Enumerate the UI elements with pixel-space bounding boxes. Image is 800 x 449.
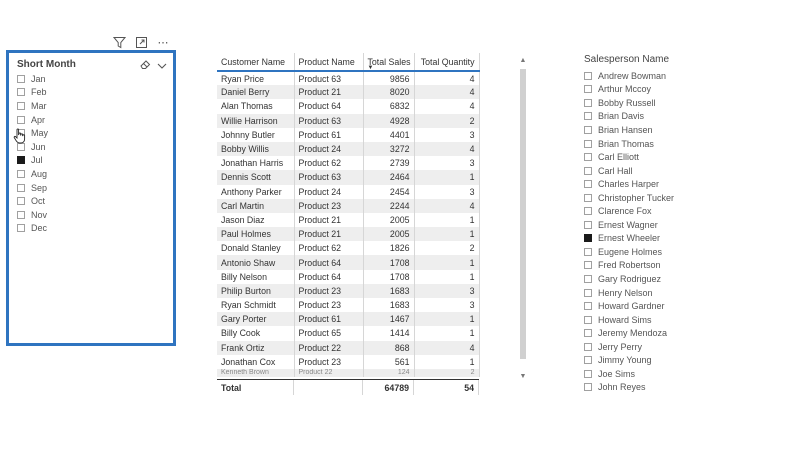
salesperson-item-label: Christopher Tucker <box>598 192 675 203</box>
cell-total-quantity: 2 <box>414 241 479 255</box>
cell-product-name: Product 23 <box>294 298 363 312</box>
salesperson-item[interactable] <box>584 299 734 313</box>
cell-customer-name: Ryan Schmidt <box>217 298 294 312</box>
salesperson-item-label: Charles Harper <box>598 179 660 190</box>
cell-product-name: Product 64 <box>294 255 363 269</box>
table-row[interactable] <box>217 213 479 227</box>
salesperson-item[interactable] <box>584 326 734 340</box>
table-row[interactable] <box>217 156 479 170</box>
salesperson-item-label: Carl Hall <box>598 165 633 176</box>
table-row[interactable] <box>217 170 479 184</box>
table-row[interactable] <box>217 369 479 377</box>
cell-product-name: Product 64 <box>294 270 363 284</box>
salesperson-item-label: Andrew Bowman <box>598 70 667 81</box>
column-header-total-sales[interactable] <box>363 53 414 71</box>
cell-product-name: Product 21 <box>294 227 363 241</box>
table-row[interactable] <box>217 355 479 369</box>
cell-product-name: Product 64 <box>294 99 363 113</box>
table-row[interactable] <box>217 71 479 85</box>
checkbox[interactable] <box>17 224 25 232</box>
month-item[interactable] <box>17 72 48 86</box>
salesperson-item-label: Ernest Wagner <box>598 219 658 230</box>
cell-customer-name: Philip Burton <box>217 284 294 298</box>
checkbox[interactable] <box>17 88 25 96</box>
salesperson-item-label: Gary Rodriguez <box>598 273 662 284</box>
cell-product-name: Product 62 <box>294 241 363 255</box>
salesperson-item[interactable] <box>584 177 734 191</box>
checkbox[interactable] <box>584 180 592 188</box>
checkbox[interactable] <box>584 261 592 269</box>
salesperson-item-label: Bobby Russell <box>598 97 656 108</box>
cell-customer-name: Jason Diaz <box>217 213 294 227</box>
checkbox[interactable] <box>584 275 592 283</box>
cell-total-sales: 6832 <box>363 99 414 113</box>
checkbox[interactable] <box>584 289 592 297</box>
checkbox[interactable] <box>584 85 592 93</box>
month-item-label: Jun <box>31 141 46 152</box>
month-list <box>17 72 48 235</box>
cell-customer-name: Dennis Scott <box>217 170 294 184</box>
salesperson-item-label: Howard Sims <box>598 314 652 325</box>
month-item-label: Jan <box>31 73 46 84</box>
salesperson-item[interactable] <box>584 204 734 218</box>
cell-customer-name: Ryan Price <box>217 71 294 85</box>
cell-customer-name: Billy Cook <box>217 326 294 340</box>
cell-total-quantity: 4 <box>414 199 479 213</box>
table-row[interactable] <box>217 227 479 241</box>
table-row[interactable] <box>217 255 479 269</box>
cell-product-name: Product 21 <box>294 85 363 99</box>
cell-customer-name: Anthony Parker <box>217 185 294 199</box>
salesperson-slicer-title: Salesperson Name <box>584 54 670 65</box>
salesperson-item[interactable] <box>584 69 734 83</box>
cell-product-name: Product 22 <box>294 341 363 355</box>
month-item[interactable] <box>17 154 48 168</box>
cell-customer-name: Antonio Shaw <box>217 255 294 269</box>
cell-total-sales: 124 <box>363 369 414 377</box>
cell-total-quantity: 4 <box>414 71 479 85</box>
salesperson-item-label: John Reyes <box>598 382 646 393</box>
cell-customer-name: Frank Ortiz <box>217 341 294 355</box>
month-item[interactable] <box>17 167 48 181</box>
scroll-down-icon[interactable]: ▼ <box>519 373 527 380</box>
cell-product-name: Product 65 <box>294 326 363 340</box>
cell-customer-name: Paul Holmes <box>217 227 294 241</box>
cell-total-quantity: 2 <box>414 114 479 128</box>
salesperson-item[interactable] <box>584 164 734 178</box>
cell-product-name: Product 23 <box>294 284 363 298</box>
checkbox[interactable] <box>584 383 592 391</box>
cell-product-name: Product 22 <box>294 369 363 377</box>
cell-product-name: Product 23 <box>294 199 363 213</box>
month-item-label: Jul <box>31 155 43 166</box>
salesperson-item-label: Ernest Wheeler <box>598 233 661 244</box>
total-product-empty <box>294 380 363 395</box>
cell-total-sales: 2244 <box>363 199 414 213</box>
cell-total-quantity: 3 <box>414 185 479 199</box>
month-item[interactable] <box>17 86 48 100</box>
column-header-customer-name[interactable]: Customer Name <box>217 53 294 71</box>
salesperson-item[interactable] <box>584 218 734 232</box>
cell-total-sales: 1414 <box>363 326 414 340</box>
cell-total-quantity: 3 <box>414 298 479 312</box>
table-row[interactable] <box>217 326 479 340</box>
checkbox[interactable] <box>17 156 25 164</box>
chevron-down-icon[interactable] <box>157 57 167 75</box>
cell-total-sales: 2005 <box>363 227 414 241</box>
cell-total-sales: 561 <box>363 355 414 369</box>
table-row[interactable] <box>217 85 479 99</box>
checkbox[interactable] <box>584 99 592 107</box>
salesperson-item-label: Eugene Holmes <box>598 246 663 257</box>
slicer-header <box>17 57 167 71</box>
cell-total-quantity: 3 <box>414 156 479 170</box>
checkbox[interactable] <box>17 211 25 219</box>
cell-customer-name: Jonathan Cox <box>217 355 294 369</box>
table-row[interactable] <box>217 185 479 199</box>
cell-customer-name: Bobby Willis <box>217 142 294 156</box>
salesperson-item[interactable] <box>584 259 734 273</box>
checkbox[interactable] <box>17 102 25 110</box>
cell-total-quantity: 1 <box>414 227 479 241</box>
checkbox[interactable] <box>584 72 592 80</box>
checkbox[interactable] <box>17 197 25 205</box>
cell-total-sales: 3272 <box>363 142 414 156</box>
table-row[interactable] <box>217 142 479 156</box>
eraser-icon[interactable] <box>139 57 151 75</box>
month-item-label: Apr <box>31 114 46 125</box>
cell-customer-name: Donald Stanley <box>217 241 294 255</box>
salesperson-item-label: Joe Sims <box>598 368 636 379</box>
month-item[interactable] <box>17 194 48 208</box>
cell-customer-name: Daniel Berry <box>217 85 294 99</box>
cell-product-name: Product 23 <box>294 355 363 369</box>
checkbox[interactable] <box>584 140 592 148</box>
checkbox[interactable] <box>584 343 592 351</box>
cell-total-quantity: 1 <box>414 326 479 340</box>
salesperson-item-label: Henry Nelson <box>598 287 653 298</box>
cell-total-sales: 1683 <box>363 284 414 298</box>
cell-product-name: Product 61 <box>294 312 363 326</box>
salesperson-item[interactable] <box>584 110 734 124</box>
visual-header <box>112 34 174 50</box>
cell-total-quantity: 1 <box>414 213 479 227</box>
month-item[interactable] <box>17 113 48 127</box>
table-row[interactable] <box>217 341 479 355</box>
cell-customer-name: Carl Martin <box>217 199 294 213</box>
cell-total-quantity: 1 <box>414 170 479 184</box>
cell-product-name: Product 63 <box>294 71 363 85</box>
focus-mode-icon[interactable] <box>134 35 148 49</box>
cell-total-sales: 9856 <box>363 71 414 85</box>
salesperson-item-label: Jeremy Mendoza <box>598 328 668 339</box>
cell-total-quantity: 4 <box>414 99 479 113</box>
cell-total-quantity: 1 <box>414 312 479 326</box>
month-item[interactable] <box>17 208 48 222</box>
cell-total-quantity: 1 <box>414 255 479 269</box>
salesperson-item-label: Clarence Fox <box>598 206 652 217</box>
salesperson-item-label: Arthur Mccoy <box>598 84 652 95</box>
cell-customer-name: Kenneth Brown <box>217 369 294 377</box>
checkbox[interactable] <box>17 75 25 83</box>
table-row[interactable] <box>217 199 479 213</box>
cell-customer-name: Gary Porter <box>217 312 294 326</box>
salesperson-item[interactable] <box>584 96 734 110</box>
salesperson-list <box>584 69 734 394</box>
checkbox[interactable] <box>584 302 592 310</box>
cell-total-quantity: 1 <box>414 270 479 284</box>
month-item-label: Nov <box>31 209 48 220</box>
checkbox[interactable] <box>17 170 25 178</box>
cell-product-name: Product 63 <box>294 114 363 128</box>
cell-customer-name: Jonathan Harris <box>217 156 294 170</box>
table-row[interactable] <box>217 241 479 255</box>
checkbox[interactable] <box>584 194 592 202</box>
table-body <box>217 71 479 377</box>
salesperson-item[interactable] <box>584 313 734 327</box>
salesperson-item-label: Brian Davis <box>598 111 645 122</box>
cell-total-quantity: 2 <box>414 369 479 377</box>
cell-total-sales: 2005 <box>363 213 414 227</box>
filter-icon[interactable] <box>112 35 126 49</box>
cell-total-sales: 868 <box>363 341 414 355</box>
checkbox[interactable] <box>584 167 592 175</box>
month-item-label: Mar <box>31 100 47 111</box>
table-total-row <box>217 379 479 395</box>
cell-product-name: Product 21 <box>294 213 363 227</box>
table-row[interactable] <box>217 128 479 142</box>
cell-total-sales: 1708 <box>363 270 414 284</box>
cell-total-quantity: 4 <box>414 142 479 156</box>
cell-total-sales: 2739 <box>363 156 414 170</box>
hand-cursor-icon <box>13 128 27 149</box>
table-row[interactable] <box>217 99 479 113</box>
month-item-label: May <box>31 128 49 139</box>
table-row[interactable] <box>217 270 479 284</box>
salesperson-item-label: Brian Thomas <box>598 138 654 149</box>
salesperson-item[interactable] <box>584 381 734 395</box>
month-item[interactable] <box>17 222 48 236</box>
cell-total-sales: 8020 <box>363 85 414 99</box>
cell-total-sales: 2454 <box>363 185 414 199</box>
checkbox[interactable] <box>584 207 592 215</box>
cell-total-sales: 1467 <box>363 312 414 326</box>
total-sales: 64789 <box>363 380 414 395</box>
cell-product-name: Product 62 <box>294 156 363 170</box>
column-header-total-sales-label: Total Sales <box>367 56 411 67</box>
salesperson-item-label: Jerry Perry <box>598 341 643 352</box>
checkbox[interactable] <box>584 221 592 229</box>
salesperson-item-label: Fred Robertson <box>598 260 661 271</box>
sort-descending-icon: ▼ <box>367 65 374 71</box>
salesperson-item-label: Jimmy Young <box>598 355 652 366</box>
salesperson-item-label: Carl Elliott <box>598 152 640 163</box>
month-item-label: Aug <box>31 168 48 179</box>
scrollbar-thumb[interactable] <box>520 69 526 359</box>
cell-total-quantity: 4 <box>414 85 479 99</box>
salesperson-item-label: Howard Gardner <box>598 301 665 312</box>
salesperson-item[interactable] <box>584 272 734 286</box>
more-options-icon[interactable]: ⋯ <box>157 36 169 49</box>
salesperson-slicer <box>584 54 734 394</box>
sales-table <box>217 53 481 393</box>
cell-total-sales: 1683 <box>363 298 414 312</box>
salesperson-item-label: Brian Hansen <box>598 124 653 135</box>
salesperson-item[interactable] <box>584 123 734 137</box>
cell-total-sales: 4928 <box>363 114 414 128</box>
cell-customer-name: Johnny Butler <box>217 128 294 142</box>
cell-customer-name: Willie Harrison <box>217 114 294 128</box>
checkbox[interactable] <box>584 234 592 242</box>
salesperson-item[interactable] <box>584 83 734 97</box>
cell-total-quantity: 3 <box>414 284 479 298</box>
cell-total-sales: 2464 <box>363 170 414 184</box>
salesperson-item[interactable] <box>584 353 734 367</box>
cell-product-name: Product 63 <box>294 170 363 184</box>
column-header-product-name[interactable]: Product Name <box>294 53 363 71</box>
cell-customer-name: Billy Nelson <box>217 270 294 284</box>
salesperson-item[interactable] <box>584 245 734 259</box>
cell-total-sales: 1826 <box>363 241 414 255</box>
month-item[interactable] <box>17 181 48 195</box>
salesperson-item[interactable] <box>584 191 734 205</box>
cell-total-sales: 4401 <box>363 128 414 142</box>
month-item-label: Dec <box>31 223 48 234</box>
cell-product-name: Product 61 <box>294 128 363 142</box>
total-quantity: 54 <box>414 380 479 395</box>
scroll-up-icon[interactable]: ▲ <box>519 57 527 64</box>
checkbox[interactable] <box>584 112 592 120</box>
salesperson-item[interactable] <box>584 150 734 164</box>
salesperson-item[interactable] <box>584 137 734 151</box>
cell-total-quantity: 4 <box>414 341 479 355</box>
table-row[interactable] <box>217 312 479 326</box>
cell-product-name: Product 24 <box>294 142 363 156</box>
salesperson-item[interactable] <box>584 367 734 381</box>
cell-product-name: Product 24 <box>294 185 363 199</box>
salesperson-item[interactable] <box>584 340 734 354</box>
salesperson-item[interactable] <box>584 232 734 246</box>
cell-customer-name: Alan Thomas <box>217 99 294 113</box>
column-header-total-quantity[interactable]: Total Quantity <box>414 53 479 71</box>
month-item-label: Sep <box>31 182 48 193</box>
checkbox[interactable] <box>584 356 592 364</box>
checkbox[interactable] <box>584 248 592 256</box>
checkbox[interactable] <box>584 153 592 161</box>
total-label: Total <box>217 380 294 395</box>
cell-total-quantity: 1 <box>414 355 479 369</box>
table-header-row <box>217 53 479 71</box>
table-scrollbar[interactable] <box>519 57 527 383</box>
checkbox[interactable] <box>584 316 592 324</box>
table-row[interactable] <box>217 114 479 128</box>
slicer-title: Short Month <box>17 58 76 70</box>
cell-total-sales: 1708 <box>363 255 414 269</box>
checkbox[interactable] <box>584 126 592 134</box>
table-row[interactable] <box>217 284 479 298</box>
salesperson-item[interactable] <box>584 286 734 300</box>
cell-total-quantity: 3 <box>414 128 479 142</box>
month-slicer <box>6 50 176 346</box>
month-item[interactable] <box>17 99 48 113</box>
month-item-label: Oct <box>31 196 46 207</box>
checkbox[interactable] <box>584 370 592 378</box>
checkbox[interactable] <box>584 329 592 337</box>
table-row[interactable] <box>217 298 479 312</box>
checkbox[interactable] <box>17 116 25 124</box>
month-item-label: Feb <box>31 87 47 98</box>
checkbox[interactable] <box>17 184 25 192</box>
